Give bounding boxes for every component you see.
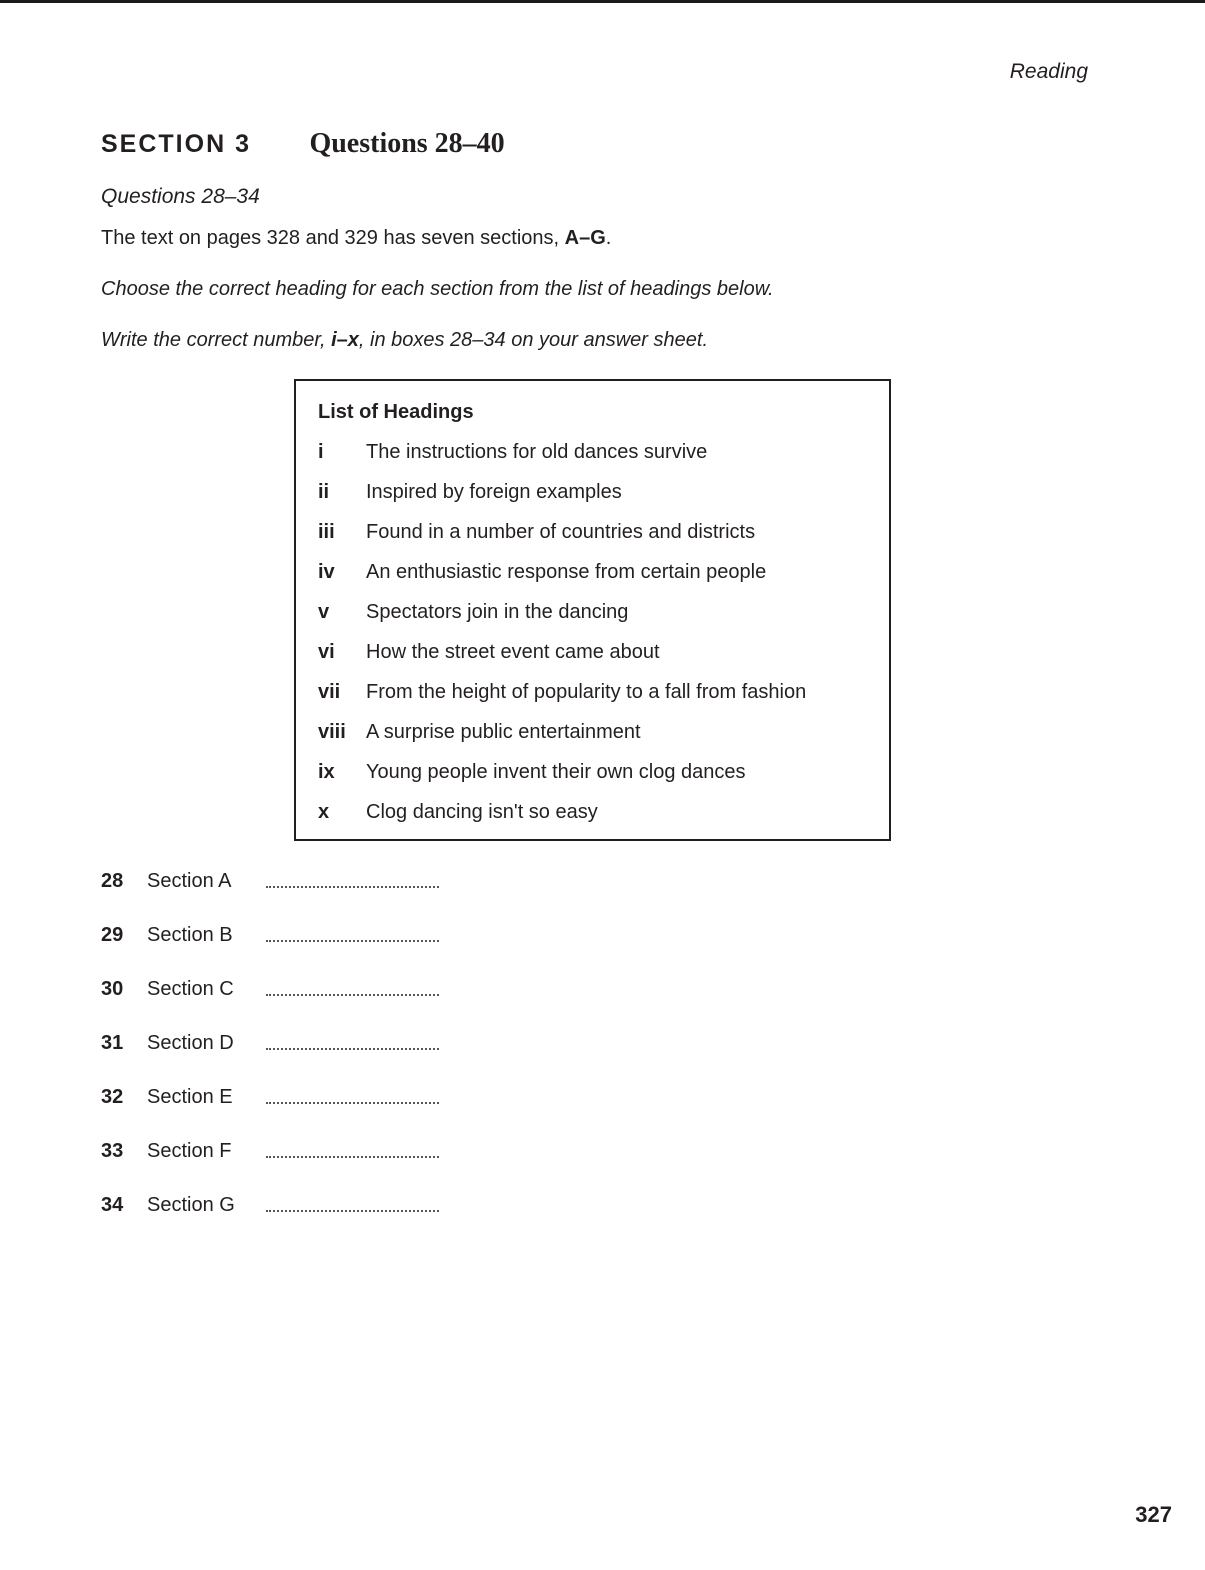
heading-numeral: iv	[318, 561, 335, 583]
question-number: 31	[101, 1032, 124, 1054]
instruction-write	[101, 329, 708, 352]
question-label: Section D	[147, 1032, 234, 1054]
question-number: 28	[101, 870, 124, 892]
instruction-text: Write the correct number,	[101, 329, 332, 351]
question-label: Section E	[147, 1086, 233, 1108]
question-label: Section F	[147, 1140, 232, 1162]
heading-text: From the height of popularity to a fall from fashion	[366, 681, 807, 703]
question-number: 34	[101, 1194, 124, 1216]
question-label: Section C	[147, 978, 234, 1000]
answer-blank[interactable]	[266, 940, 439, 942]
question-number: 33	[101, 1140, 124, 1162]
question-label: Section G	[147, 1194, 235, 1216]
instruction-text: , in boxes 28–34 on your answer sheet.	[358, 329, 709, 351]
section-label: SECTION 3	[101, 130, 251, 158]
answer-blank[interactable]	[266, 1210, 439, 1212]
question-number: 29	[101, 924, 124, 946]
answer-blank[interactable]	[266, 1156, 439, 1158]
instruction-bold: i–x	[331, 329, 359, 351]
page-number: 327	[1135, 1502, 1172, 1527]
heading-numeral: vii	[318, 681, 341, 703]
answer-blank[interactable]	[266, 1102, 439, 1104]
list-of-headings-title: List of Headings	[318, 401, 474, 423]
heading-numeral: iii	[318, 521, 335, 543]
heading-numeral: viii	[318, 721, 346, 743]
questions-subheading: Questions 28–34	[101, 185, 260, 208]
answer-blank[interactable]	[266, 1048, 439, 1050]
heading-numeral: i	[318, 441, 324, 463]
heading-text: Spectators join in the dancing	[366, 601, 629, 623]
list-of-headings-box	[294, 379, 891, 841]
heading-numeral: vi	[318, 641, 335, 663]
question-label: Section B	[147, 924, 233, 946]
heading-numeral: ii	[318, 481, 330, 503]
heading-text: Found in a number of countries and districts	[366, 521, 756, 543]
question-number: 30	[101, 978, 124, 1000]
instruction-sections	[101, 227, 611, 250]
heading-numeral: v	[318, 601, 330, 623]
questions-range: Questions 28–40	[309, 128, 505, 159]
heading-numeral: x	[318, 801, 330, 823]
heading-text: The instructions for old dances survive	[366, 441, 708, 463]
heading-numeral: ix	[318, 761, 335, 783]
question-number: 32	[101, 1086, 124, 1108]
answer-blank[interactable]	[266, 886, 439, 888]
heading-text: A surprise public entertainment	[366, 721, 641, 743]
instruction-choose: Choose the correct heading for each section from the list of headings below.	[101, 278, 774, 300]
answer-blank[interactable]	[266, 994, 439, 996]
running-head: Reading	[1009, 60, 1088, 83]
heading-text: Young people invent their own clog dances	[366, 761, 746, 783]
top-rule	[0, 0, 1205, 3]
heading-text: How the street event came about	[366, 641, 660, 663]
question-label: Section A	[147, 870, 232, 892]
instruction-text: The text on pages 328 and 329 has seven sections,	[101, 227, 565, 249]
heading-text: Clog dancing isn't so easy	[366, 801, 598, 823]
section-heading	[101, 128, 505, 160]
instruction-text: .	[605, 227, 612, 249]
heading-text: Inspired by foreign examples	[366, 481, 622, 503]
instruction-bold: A–G	[564, 227, 606, 249]
heading-text: An enthusiastic response from certain people	[366, 561, 767, 583]
